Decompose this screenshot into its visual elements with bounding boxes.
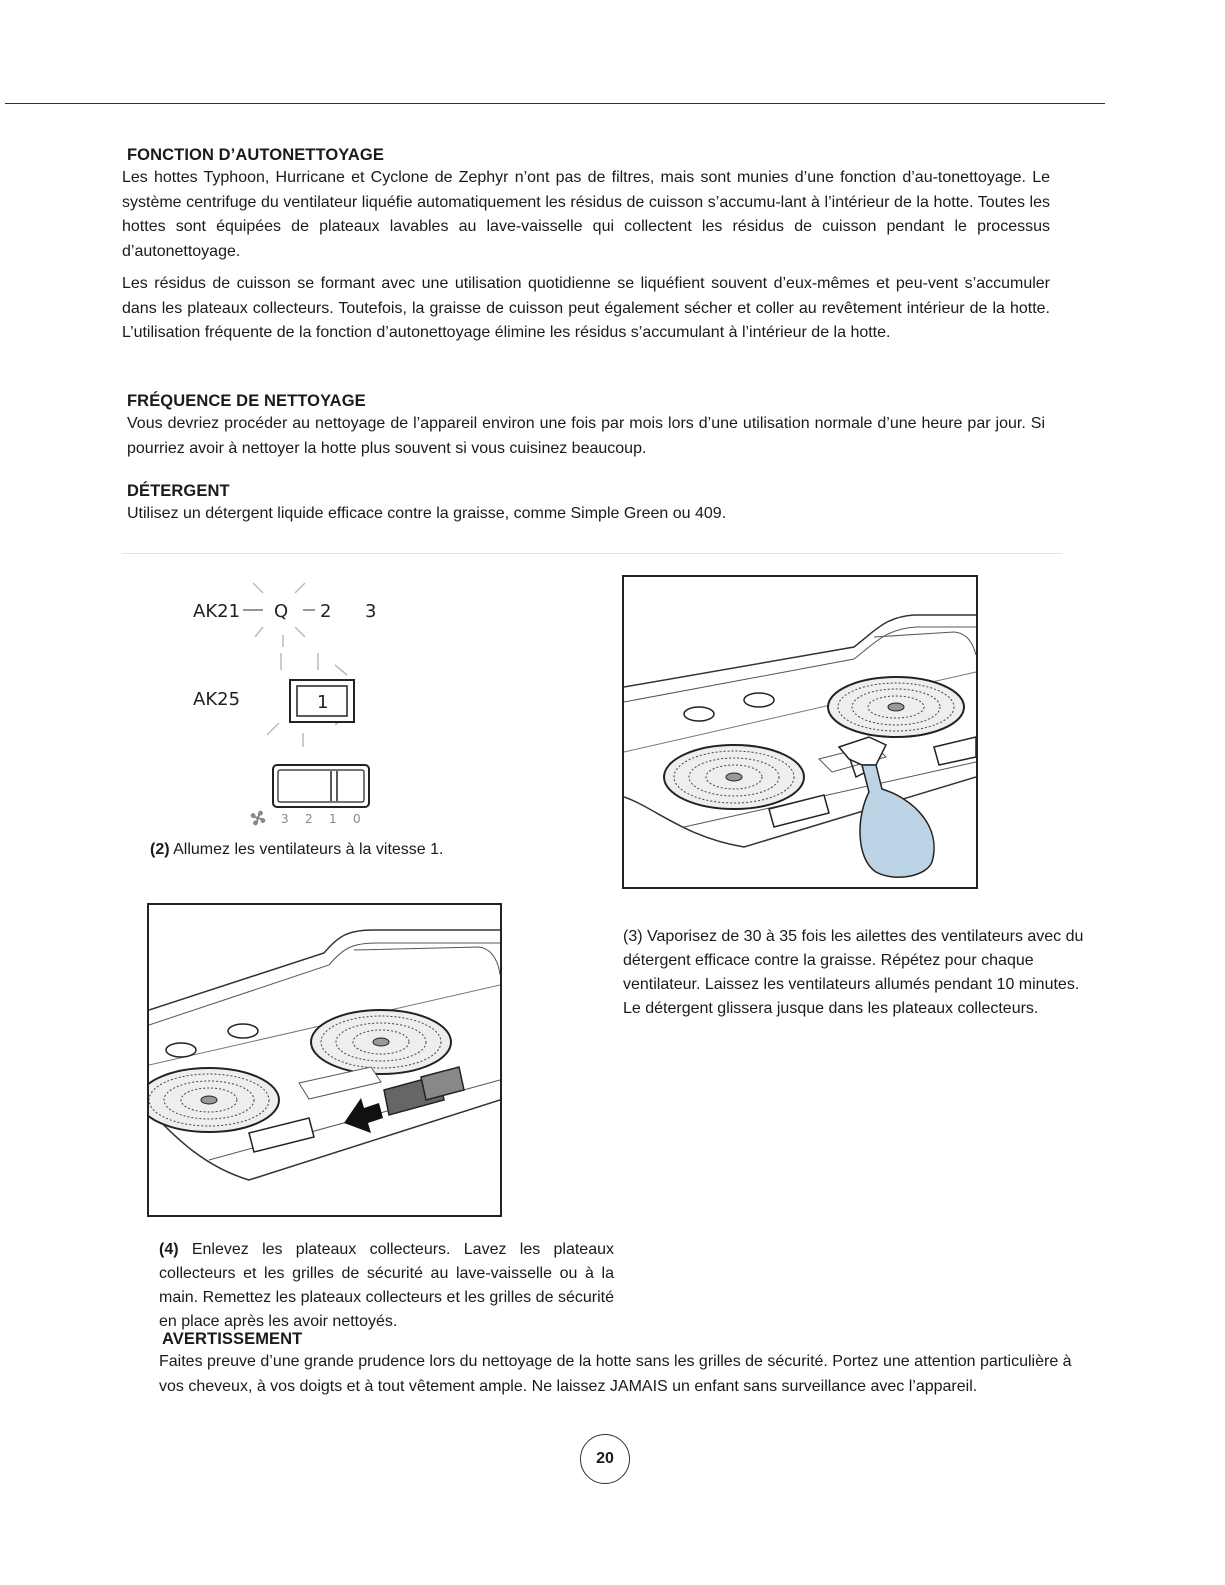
speed-number-1: 1 <box>329 812 337 826</box>
speed-number-2: 2 <box>305 812 313 826</box>
fan-grille-right <box>311 1010 451 1074</box>
paragraph-warning: Faites preuve d’une grande prudence lors du nettoyage de la hotte sans les grilles de sécurité. Portez une attention particulière à vos cheveux, à vos doigts et à tout vêtement ample. Ne laissez JAMAIS un enfant sans surveillance avec l’appareil. <box>159 1353 1072 1395</box>
paragraph-frequency: Vous devriez procéder au nettoyage de l’appareil environ une fois par mois lors d’une utilisation normale d’une heure par jour. Si pourriez avoir à nettoyer la hotte plus souvent si vous cuisinez beaucoup. <box>127 415 1045 457</box>
paragraph-self-clean-2: Les résidus de cuisson se formant avec une utilisation quotidienne se liquéfient souvent d’eux-mêmes et peu-vent s’accumuler dans les plateaux collecteurs. Toutefois, la graisse de cuisson peut également sécher et coller au revêtement intérieur de la hotte. L’utilisation fréquente de la fonction d’autonettoyage élimine les résidus s’accumulant à l’intérieur de la hotte. <box>122 275 1050 341</box>
ak21-label: AK21 <box>193 601 241 622</box>
arrow-left-icon <box>344 1098 383 1133</box>
paragraph-self-clean-1: Les hottes Typhoon, Hurricane et Cyclone de Zephyr n’ont pas de filtres, mais sont munies d’une fonction d’au-tonettoyage. Le système centrifuge du ventilateur liquéfie automatiquement les résidus de cuisson s’accumu-lant à l’intérieur de la hotte. Toutes les hottes sont équipées de plateaux lavables au lave-vaisselle qui collectent les résidus de cuisson pendant le processus d’autonettoyage. <box>122 169 1050 260</box>
ak21-key-q: Q <box>274 601 289 622</box>
step2-text: Allumez les ventilateurs à la vitesse 1. <box>173 841 444 858</box>
fan-icon <box>251 811 266 826</box>
step3-text: Vaporisez de 30 à 35 fois les ailettes des ventilateurs avec du détergent efficace contre la graisse. Répétez pour chaque ventilateur. Laissez les ventilateurs allumés pendant 10 minutes. Le détergent glissera jusque dans les plateaux collecteurs. <box>623 928 1084 1017</box>
section-divider <box>122 553 1062 554</box>
heading-detergent: DÉTERGENT <box>127 482 230 500</box>
ak21-key-2: 2 <box>320 601 332 622</box>
remove-trays-illustration <box>147 903 502 1217</box>
spray-illustration <box>622 575 978 889</box>
step2-number: (2) <box>150 841 170 858</box>
heading-self-clean: FONCTION D’AUTONETTOYAGE <box>127 146 384 164</box>
speed-number-0: 0 <box>353 812 361 826</box>
ak25-label: AK25 <box>193 689 241 710</box>
header-rule <box>5 103 1105 104</box>
ak21-key-3: 3 <box>365 601 377 622</box>
page-number: 20 <box>580 1434 630 1484</box>
step3-caption <box>623 925 1091 1021</box>
fan-grille-left <box>149 1068 279 1132</box>
paragraph-detergent: Utilisez un détergent liquide efficace contre la graisse, comme Simple Green ou 409. <box>127 505 727 522</box>
control-panel-illustration <box>185 575 445 830</box>
step3-number: (3) <box>623 928 643 945</box>
ak25-key-1: 1 <box>317 692 329 713</box>
heading-warning: AVERTISSEMENT <box>162 1330 303 1348</box>
step4-number: (4) <box>159 1241 179 1258</box>
fan-grille-right <box>828 677 964 737</box>
step4-text: Enlevez les plateaux collecteurs. Lavez les plateaux collecteurs et les grilles de sécurité au lave-vaisselle ou à la main. Remettez les plateaux collecteurs et les grilles de sécurité en place après les avoir nettoyés. <box>159 1241 614 1330</box>
fan-grille-left <box>664 745 804 809</box>
spray-bottle-icon <box>839 737 934 877</box>
step2-caption <box>150 838 570 862</box>
step4-caption <box>159 1238 614 1334</box>
speed-number-3: 3 <box>281 812 289 826</box>
heading-frequency: FRÉQUENCE DE NETTOYAGE <box>127 392 366 410</box>
